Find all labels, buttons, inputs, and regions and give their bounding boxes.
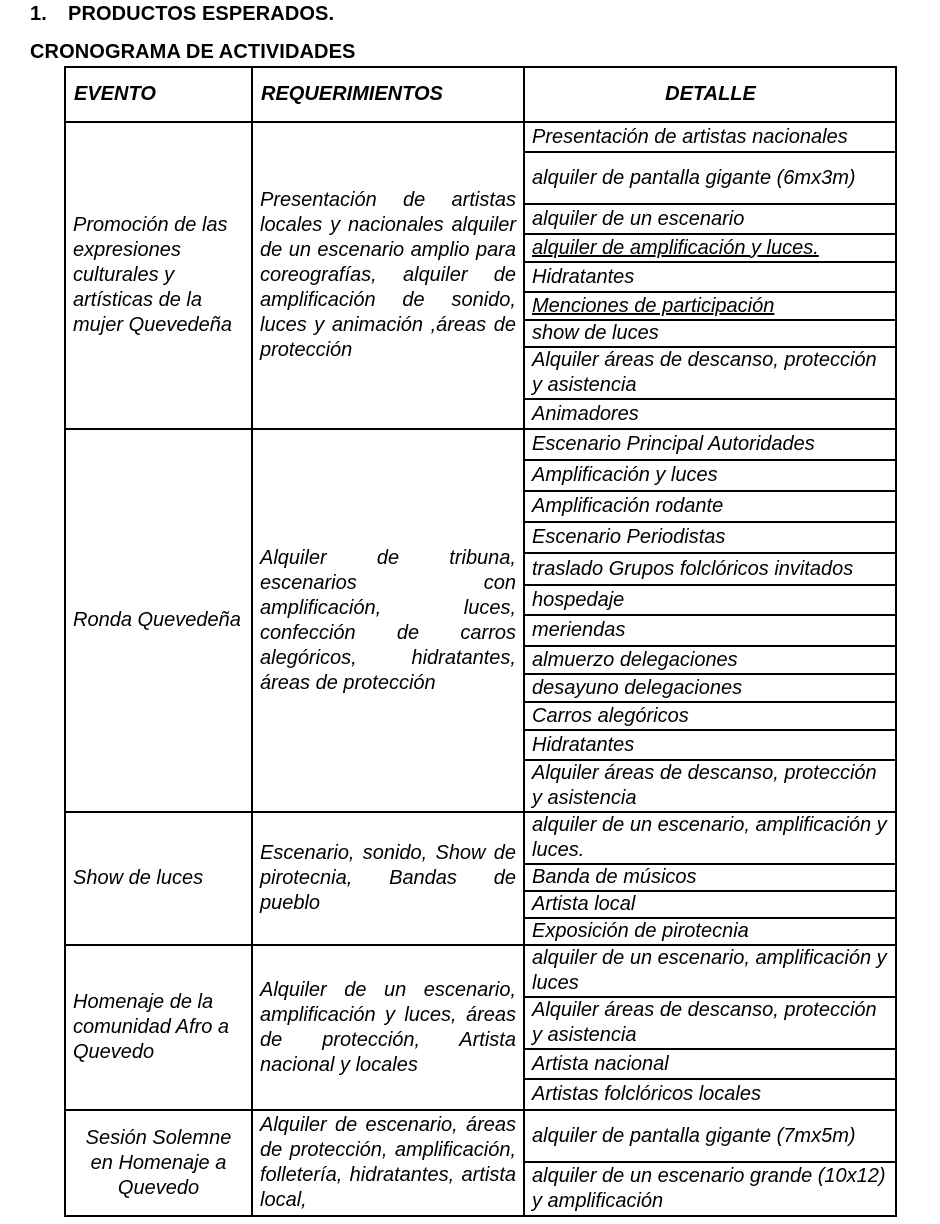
detalle-cell: Hidratantes xyxy=(524,730,896,760)
detalle-cell: Artistas folclóricos locales xyxy=(524,1079,896,1110)
table-row xyxy=(65,812,896,864)
detalle-cell: Amplificación rodante xyxy=(524,491,896,522)
evento-cell: Show de luces xyxy=(65,812,252,945)
detalle-cell: Alquiler áreas de descanso, protección y asistencia xyxy=(524,347,896,399)
table-header-row xyxy=(65,67,896,122)
detalle-cell: alquiler de un escenario, amplificación y luces. xyxy=(524,812,896,864)
detalle-cell: Banda de músicos xyxy=(524,864,896,891)
evento-cell: Ronda Quevedeña xyxy=(65,429,252,812)
detalle-cell: Alquiler áreas de descanso, protección y asistencia xyxy=(524,760,896,812)
detalle-cell: Amplificación y luces xyxy=(524,460,896,491)
detalle-cell: Escenario Principal Autoridades xyxy=(524,429,896,460)
detalle-cell: Animadores xyxy=(524,399,896,429)
section-heading xyxy=(30,3,334,26)
detalle-cell: alquiler de un escenario xyxy=(524,204,896,234)
header-requerimientos: REQUERIMIENTOS xyxy=(252,67,524,122)
detalle-cell: alquiler de un escenario grande (10x12) y amplificación xyxy=(524,1162,896,1216)
detalle-cell: Alquiler áreas de descanso, protección y asistencia xyxy=(524,997,896,1049)
table-row xyxy=(65,1110,896,1162)
detalle-cell: almuerzo delegaciones xyxy=(524,646,896,674)
table-row xyxy=(65,429,896,460)
detalle-cell: Exposición de pirotecnia xyxy=(524,918,896,945)
detalle-cell: Menciones de participación xyxy=(524,292,896,320)
detalle-cell: traslado Grupos folclóricos invitados xyxy=(524,553,896,585)
requerimientos-cell: Alquiler de tribuna, escenarios con amplificación, luces, confección de carros alegóricos, hidratantes, áreas de protección xyxy=(252,429,524,812)
detalle-cell: Escenario Periodistas xyxy=(524,522,896,553)
activities-table xyxy=(64,66,897,1217)
detalle-cell: alquiler de pantalla gigante (6mx3m) xyxy=(524,152,896,204)
evento-cell: Sesión Solemne en Homenaje a Quevedo xyxy=(65,1110,252,1216)
detalle-cell: meriendas xyxy=(524,615,896,646)
requerimientos-cell: Alquiler de un escenario, amplificación y luces, áreas de protección, Artista nacional y locales xyxy=(252,945,524,1110)
detalle-cell: Carros alegóricos xyxy=(524,702,896,730)
evento-cell: Homenaje de la comunidad Afro a Quevedo xyxy=(65,945,252,1110)
section-title: PRODUCTOS ESPERADOS. xyxy=(68,3,335,25)
requerimientos-cell: Alquiler de escenario, áreas de protección, amplificación, folletería, hidratantes, artista local, xyxy=(252,1110,524,1216)
detalle-cell: alquiler de un escenario, amplificación y luces xyxy=(524,945,896,997)
detalle-cell: alquiler de pantalla gigante (7mx5m) xyxy=(524,1110,896,1162)
detalle-cell: show de luces xyxy=(524,320,896,347)
header-evento: EVENTO xyxy=(65,67,252,122)
header-detalle: DETALLE xyxy=(524,67,896,122)
detalle-cell: Artista nacional xyxy=(524,1049,896,1079)
requerimientos-cell: Escenario, sonido, Show de pirotecnia, Bandas de pueblo xyxy=(252,812,524,945)
detalle-cell: Artista local xyxy=(524,891,896,918)
requerimientos-cell: Presentación de artistas locales y nacionales alquiler de un escenario amplio para coreografías, alquiler de amplificación de sonido, luces y animación ,áreas de protección xyxy=(252,122,524,429)
section-number: 1. xyxy=(30,3,47,25)
detalle-cell: Hidratantes xyxy=(524,262,896,292)
table-row xyxy=(65,945,896,997)
detalle-cell: hospedaje xyxy=(524,585,896,615)
detalle-cell: desayuno delegaciones xyxy=(524,674,896,702)
detalle-cell: alquiler de amplificación y luces. xyxy=(524,234,896,262)
detalle-cell: Presentación de artistas nacionales xyxy=(524,122,896,152)
table-row xyxy=(65,122,896,152)
schedule-title: CRONOGRAMA DE ACTIVIDADES xyxy=(30,41,356,63)
evento-cell: Promoción de las expresiones culturales y artísticas de la mujer Quevedeña xyxy=(65,122,252,429)
